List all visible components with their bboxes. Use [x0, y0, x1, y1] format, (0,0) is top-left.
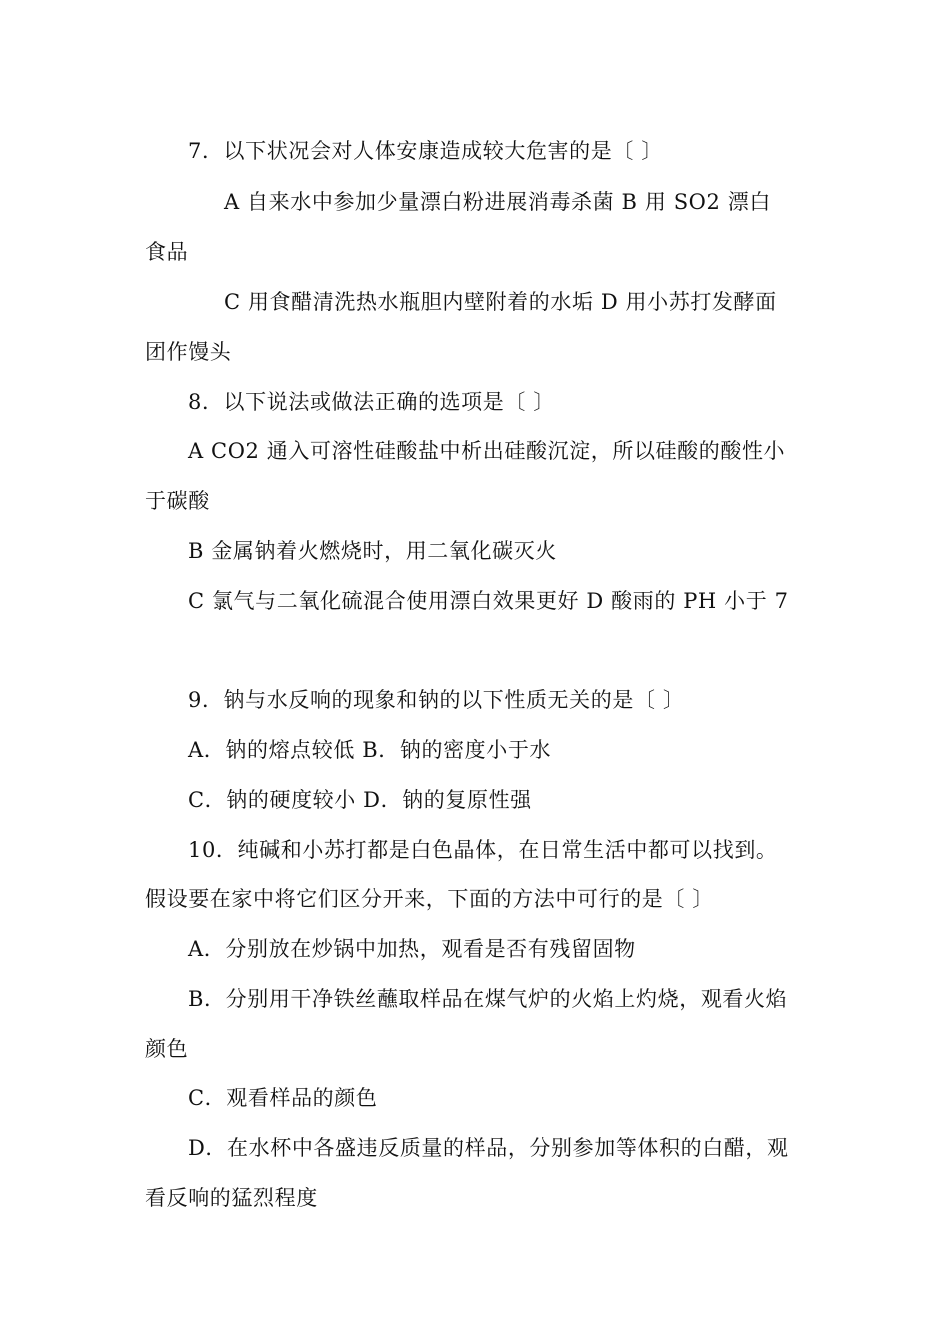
question-10-option-d: D．在水杯中各盛违反质量的样品，分别参加等体积的白醋，观: [188, 1136, 789, 1160]
question-8-option-a: A CO2 通入可溶性硅酸盐中析出硅酸沉淀，所以硅酸的酸性小: [188, 439, 786, 463]
question-8-option-a-continued: 于碳酸: [145, 489, 210, 513]
question-10-stem-continued: 假设要在家中将它们区分开来，下面的方法中可行的是〔 〕: [145, 887, 714, 911]
question-10-option-b: B．分别用干净铁丝蘸取样品在煤气炉的火焰上灼烧，观看火焰: [188, 987, 788, 1011]
question-7-options-ab-continued: 食品: [145, 240, 189, 264]
question-9-options-cd: C．钠的硬度较小 D．钠的复原性强: [188, 788, 532, 812]
question-8-options-cd: C 氯气与二氧化硫混合使用漂白效果更好 D 酸雨的 PH 小于 7: [188, 589, 789, 613]
question-10-option-c: C．观看样品的颜色: [188, 1086, 378, 1110]
question-8-stem: 8．以下说法或做法正确的选项是〔 〕: [188, 390, 555, 414]
question-10-stem: 10．纯碱和小苏打都是白色晶体，在日常生活中都可以找到。: [188, 838, 778, 862]
question-10-option-a: A．分别放在炒锅中加热，观看是否有残留固物: [188, 937, 636, 961]
question-7-stem: 7．以下状况会对人体安康造成较大危害的是〔 〕: [188, 139, 663, 163]
question-7-options-ab: A 自来水中参加少量漂白粉进展消毒杀菌 B 用 SO2 漂白: [224, 190, 771, 214]
question-8-option-b: B 金属钠着火燃烧时，用二氧化碳灭火: [188, 539, 557, 563]
question-9-stem: 9．钠与水反响的现象和钠的以下性质无关的是〔 〕: [188, 688, 685, 712]
question-7-options-cd: C 用食醋清洗热水瓶胆内壁附着的水垢 D 用小苏打发酵面: [224, 290, 777, 314]
question-9-options-ab: A．钠的熔点较低 B．钠的密度小于水: [188, 738, 552, 762]
question-7-options-cd-continued: 团作馒头: [145, 340, 232, 364]
question-10-option-b-continued: 颜色: [145, 1037, 189, 1061]
question-10-option-d-continued: 看反响的猛烈程度: [145, 1186, 318, 1210]
